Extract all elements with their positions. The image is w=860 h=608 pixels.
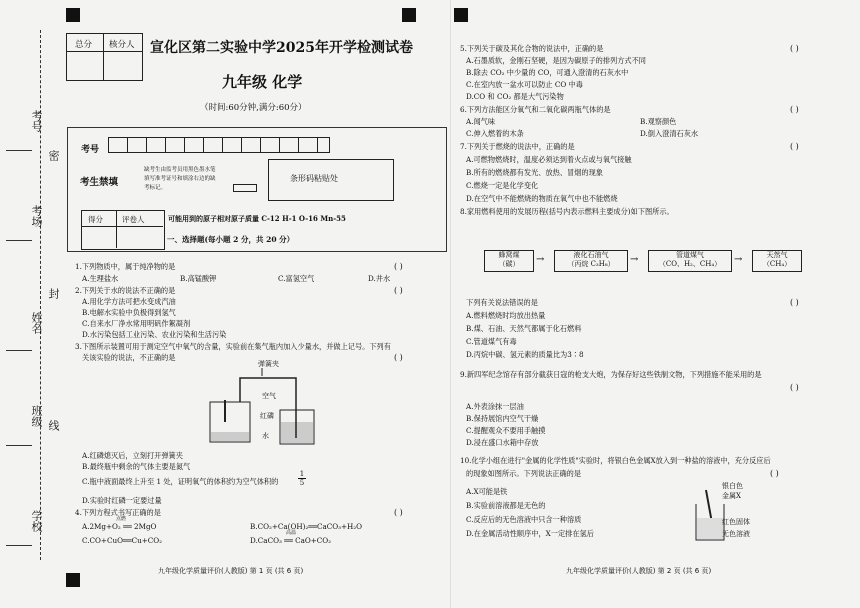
answer-paren[interactable]: ( ) [790,383,799,392]
score-box-checker-label: 核分人 [109,40,135,50]
binding-dash [6,445,32,446]
notice-line-2: 填写准考证号和填涂右边的缺 [144,176,216,182]
answer-option: D.在金属活动性顺序中，X一定排在氢后 [466,529,594,538]
registration-mark [402,8,416,22]
answer-option: B.电解水实验中负极得到氢气 [82,308,176,317]
exam-title: 宣化区第二实验中学2025年开学检测试卷 [150,40,413,56]
binding-dash [6,240,32,241]
question-stem: 5.下列关于碳及其化合物的说法中，正确的是 [460,44,604,53]
flow-box-line2: （丙烷 C₃H₈） [567,260,615,268]
answer-option: A.2Mg+O₂ ══ 2MgO [82,522,157,531]
panel-kaohao-label: 考号 [81,145,100,155]
question-stem: 6.下列方法能区分氧气和二氧化碳两瓶气体的是 [460,105,611,114]
phosphorus-label: 红磷 [260,412,274,420]
grader-hline [81,226,163,227]
question-stem: 3.下图所示装置可用于测定空气中氧气的含量，实验前在集气瓶内加入少量水，并做上记号。下列有 [75,342,391,351]
answer-paren[interactable]: ( ) [790,142,799,151]
question-stem: 2.下列关于水的说法不正确的是 [75,286,176,295]
page-footer-left: 九年级化学质量评价(人教版) 第 1 页 (共 6 页) [158,567,304,575]
fraction-denominator: 5 [299,479,305,487]
answer-option: A.生理盐水 [82,274,119,283]
flow-box-lpg [554,250,628,272]
flow-box-line1: 液化石油气 [573,251,609,259]
answer-option: B.CO₂+Ca(OH)₂══CaCO₃+H₂O [250,522,363,531]
answer-option: A.外表涂抹一层油 [466,402,524,411]
answer-option: C.反应后的无色溶液中只含一种溶质 [466,515,582,524]
answer-paren[interactable]: ( ) [394,262,403,271]
flow-box-line2: （CH₄） [762,260,792,268]
notice-line-3: 考标记。 [144,185,167,191]
flow-box-natural-gas [752,250,802,272]
pingjuan-label: 评卷人 [122,215,145,224]
answer-paren[interactable]: ( ) [394,508,403,517]
exam-subtitle: 九年级 化学 [222,73,303,91]
answer-option: C.瓶中液面最终上升至 1 处，证明氧气的体积约为空气体积的 [82,477,279,486]
answer-option: A.闻气味 [466,117,496,126]
score-box [66,33,143,81]
exam-time: （时间:60分钟,满分:60分） [200,103,307,113]
answer-option: C.燃烧一定是化学变化 [466,181,539,190]
answer-option: B.除去 CO₂ 中少量的 CO，可通入澄清的石灰水中 [466,68,629,77]
answer-paren[interactable]: ( ) [394,353,403,362]
question-stem: 关该实验的说法，不正确的是 [82,353,176,362]
admin-panel [67,127,447,252]
absent-mark-box[interactable] [233,184,257,192]
binding-label-feng: 封 [47,288,60,299]
answer-option: A.石墨质软，金刚石坚硬，是因为碳原子的排列方式不同 [466,56,646,65]
answer-option: D.实验时红磷一定要过量 [82,496,162,505]
defen-label: 得分 [88,215,103,224]
answer-option: B.高锰酸钾 [180,274,217,283]
reaction-condition: 点燃 [116,516,127,522]
answer-option: D.CO 和 CO₂ 都是大气污染物 [466,92,564,101]
flow-arrow: → [630,254,639,265]
answer-option: D.CaCO₃ ══ CaO+CO₂ [250,536,332,545]
flow-box-line2: （碳） [498,260,520,268]
flow-box-line1: 天然气 [766,251,788,259]
answer-option: C.在室内放一盆水可以防止 CO 中毒 [466,80,583,89]
solution [697,518,723,539]
q10-label-red-solid: 红色固体 [722,518,750,526]
answer-option: B.煤、石油、天然气都属于化石燃料 [466,324,582,333]
answer-option: A.可燃物燃烧时，温度必须达到着火点或与氧气接触 [466,155,632,164]
question-stem: 4.下列方程式书写正确的是 [75,508,161,517]
answer-option: B.保持展馆内空气干燥 [466,414,539,423]
flow-box-line2: （CO、H₂、CH₄） [658,260,722,268]
answer-option: B.实验前溶液都是无色的 [466,501,546,510]
question-stem: 7.下列关于燃烧的说法中，正确的是 [460,142,575,151]
registration-mark [66,8,80,22]
q10-label-colorless-solution: 无色溶液 [722,530,750,538]
answer-option: C.提醒观众不要用手触摸 [466,426,546,435]
flow-box-line1: 管道煤气 [676,251,704,259]
atomic-masses: 可能用到的原子相对原子质量 C-12 H-1 O-16 Mn-55 [168,214,346,223]
question-stem: 9.新四军纪念馆存有部分截获日寇的枪支大炮，为保存好这些铁制文物，下列措施不能采用的是 [460,370,762,379]
binding-label-mi: 密 [47,150,60,161]
score-box-hline [67,51,142,52]
binding-dash [6,350,32,351]
answer-option: C.管道煤气有毒 [466,337,517,346]
page-footer-right: 九年级化学质量评价(人教版) 第 2 页 (共 6 页) [566,567,712,575]
answer-option: C.自来水厂净水常用明矾作絮凝剂 [82,319,191,328]
flow-arrow: → [536,254,545,265]
answer-option: D.水污染包括工业污染、农业污染和生活污染 [82,330,227,339]
answer-paren[interactable]: ( ) [790,105,799,114]
binding-dash [6,545,32,546]
question-stem: 下列有关说法错误的是 [466,298,538,307]
grader-vline [116,210,117,248]
answer-option: C.CO+CuO══Cu+CO₂ [82,536,163,545]
answer-option: C.富氢空气 [278,274,315,283]
binding-label-banji: 班级 [30,405,43,427]
binding-dash [6,150,32,151]
section-heading: 一、选择题(每小题 2 分，共 20 分） [167,235,295,244]
answer-option: A.X可能是铁 [466,487,508,496]
question-stem: 1.下列物质中，属于纯净物的是 [75,262,176,271]
answer-option: D.倒入澄清石灰水 [640,129,699,138]
flow-box-pipeline-gas [648,250,732,272]
answer-option: C.伸入燃着的木条 [466,129,524,138]
answer-option: B.观察颜色 [640,117,677,126]
bottle-water [211,432,249,441]
answer-paren[interactable]: ( ) [790,298,799,307]
binding-label-kaochang: 考场 [30,205,43,227]
answer-option: D.丙烷中碳、氢元素的质量比为3∶8 [466,350,584,359]
answer-option: A.用化学方法可把水变成汽油 [82,297,176,306]
fraction [298,470,306,487]
answer-option: A.燃料燃烧时均放出热量 [466,311,546,320]
answer-paren[interactable]: ( ) [770,469,779,478]
binding-label-xuexiao: 学校 [30,510,43,532]
notice-line-1: 缺考生由监考员用黑色墨水笔 [144,167,216,173]
q10-label-metal-x: 金属X [722,492,741,500]
fraction-numerator: 1 [299,470,305,478]
air-label: 空气 [262,392,276,400]
page-divider [450,0,451,608]
panel-jinzhi-label: 考生禁填 [80,177,119,188]
beaker-water [281,422,313,443]
flow-box-honeycomb-coal [484,250,534,272]
reaction-condition: 高温 [286,530,297,536]
answer-option: D.浸在盛口水箱中存放 [466,438,539,447]
flow-box-line1: 蜂窝煤 [498,251,520,259]
question-stem: 的现象如图所示。下列说法正确的是 [466,469,582,478]
registration-mark [66,573,80,587]
kaohao-grid [108,137,330,153]
clamp-label: 弹簧夹 [258,360,279,368]
registration-mark [454,8,468,22]
spoon [224,400,226,422]
question-stem: 10.化学小组在进行"金属的化学性质"实验时，将银白色金属X放入到一种盐的溶液中，充分反应后 [460,456,771,465]
answer-option: A.红磷熄灭后，立刻打开弹簧夹 [82,451,183,460]
binding-label-xian: 线 [47,420,60,431]
answer-option: D.井水 [368,274,391,283]
answer-option: B.最终瓶中剩余的气体主要是氮气 [82,462,191,471]
binding-label-kaohao: 考号 [30,110,43,132]
flow-arrow: → [734,254,743,265]
score-box-vline [103,34,104,80]
answer-paren[interactable]: ( ) [790,44,799,53]
binding-label-xingming: 姓名 [30,312,43,334]
q10-label-silver-white: 银白色 [722,482,743,490]
answer-paren[interactable]: ( ) [394,286,403,295]
question-stem: 8.家用燃料使用的发展历程(括号内表示燃料主要成分)如下图所示。 [460,207,674,216]
score-box-total-label: 总分 [75,40,93,50]
answer-option: B.所有的燃烧都有发光、放热、冒烟的现象 [466,168,603,177]
water-label: 水 [262,432,269,440]
answer-option: D.在空气中不能燃烧的物质在氧气中也不能燃烧 [466,194,618,203]
barcode-label: 条形码粘贴处 [290,174,338,183]
